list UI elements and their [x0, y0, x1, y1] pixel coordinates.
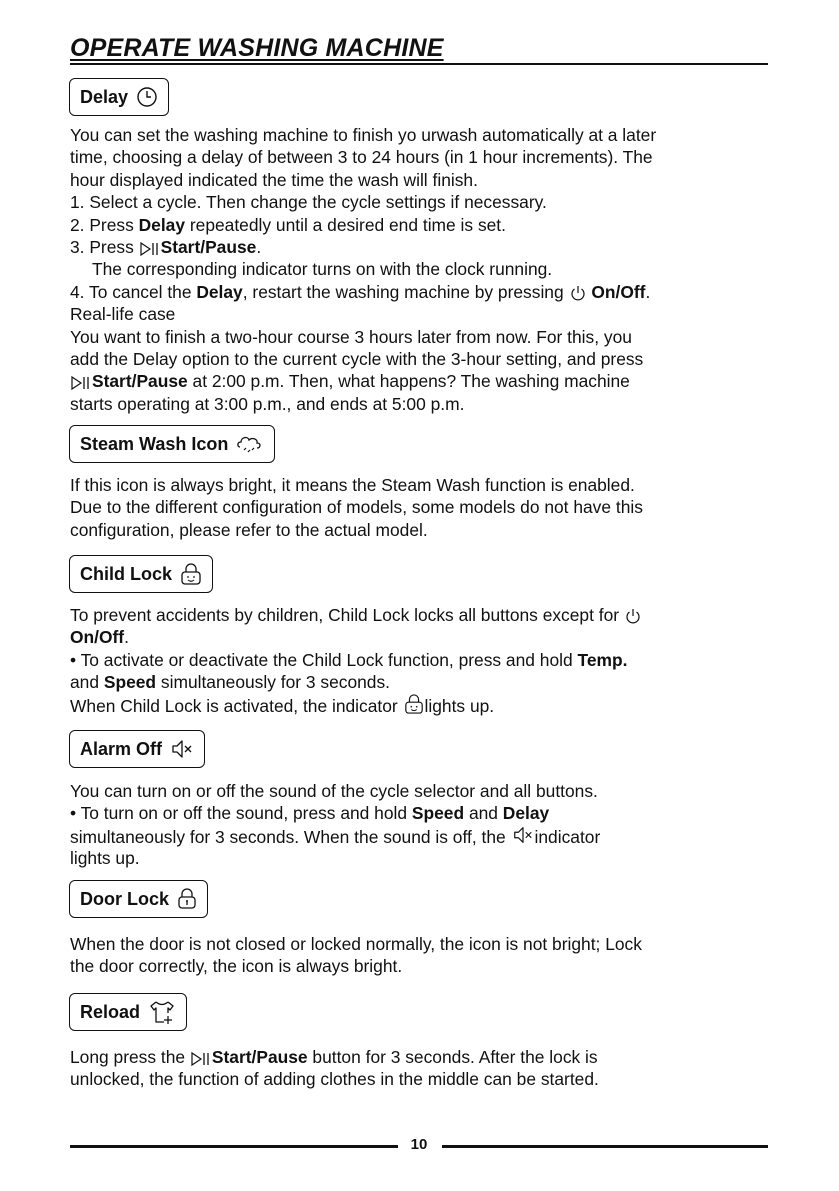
shirt-plus-icon	[148, 998, 176, 1026]
delay-line: You can set the washing machine to finish yo urwash automatically at a later	[70, 125, 657, 145]
delay-line: time, choosing a delay of between 3 to 24 hours (in 1 hour increments). The	[70, 147, 653, 168]
alarm-line: simultaneously for 3 seconds. When the sound is off, the indicator	[70, 824, 770, 846]
page-footer	[70, 1133, 768, 1159]
steam-description	[70, 473, 770, 540]
door-lock-description	[70, 932, 770, 977]
child-lock-heading: Child Lock	[80, 563, 173, 584]
child-lock-line: On/Off.	[70, 627, 129, 648]
footer-rule-right	[442, 1145, 768, 1148]
delay-step-3-note: The corresponding indicator turns on with the clock running.	[92, 259, 553, 280]
child-lock-indicator-icon	[404, 693, 424, 721]
child-lock-line: To prevent accidents by children, Child Lock locks all buttons except for	[70, 603, 770, 625]
power-icon	[625, 606, 641, 630]
case-line: Start/Pause at 2:00 p.m. Then, what happens? The washing machine	[70, 369, 770, 391]
page-number: 10	[410, 1136, 428, 1153]
child-lock-line: When Child Lock is activated, the indicator lights up.	[70, 693, 770, 715]
case-line: add the Delay option to the current cycle with the 3-hour setting, and press	[70, 348, 644, 369]
delay-step-3: 3. Press Start/Pause.	[70, 235, 770, 257]
case-line: You want to finish a two-hour course 3 hours later from now. For this, you	[70, 326, 632, 347]
steam-heading: Steam Wash Icon	[80, 433, 229, 454]
alarm-line: lights up.	[70, 848, 140, 869]
alarm-line: You can turn on or off the sound of the cycle selector and all buttons.	[70, 781, 598, 801]
steam-line: Due to the different configuration of models, some models do not have this	[70, 497, 643, 518]
reload-line: unlocked, the function of adding clothes in the middle can be started.	[70, 1069, 599, 1090]
reload-line: Long press the Start/Pause button for 3 seconds. After the lock is	[70, 1045, 770, 1067]
reload-description	[70, 1045, 770, 1090]
delay-heading: Delay	[80, 86, 129, 107]
child-lock-line: • To activate or deactivate the Child Lock function, press and hold Temp.	[70, 649, 628, 670]
reload-heading-box	[69, 993, 187, 1031]
reload-heading: Reload	[80, 1001, 141, 1022]
door-lock-line: the door correctly, the icon is always bright.	[70, 956, 403, 977]
case-title: Real-life case	[70, 304, 176, 325]
door-lock-heading: Door Lock	[80, 888, 170, 909]
child-lock-heading-box	[69, 555, 213, 593]
delay-step-2: 2. Press Delay repeatedly until a desired end time is set.	[70, 214, 506, 235]
child-lock-line: and Speed simultaneously for 3 seconds.	[70, 672, 390, 693]
door-lock-heading-box	[69, 880, 208, 918]
page-title: OPERATE WASHING MACHINE	[70, 34, 768, 65]
steam-icon	[236, 433, 264, 455]
child-lock-icon	[180, 562, 202, 586]
delay-heading-box	[69, 78, 169, 116]
case-line: starts operating at 3:00 p.m., and ends at 5:00 p.m.	[70, 393, 465, 414]
alarm-description	[70, 779, 770, 869]
clock-icon	[136, 86, 158, 108]
steam-heading-box	[69, 425, 275, 463]
padlock-icon	[177, 888, 197, 910]
child-lock-description	[70, 603, 770, 715]
delay-line: hour displayed indicated the time the wash will finish.	[70, 169, 478, 190]
delay-step-1: 1. Select a cycle. Then change the cycle settings if necessary.	[70, 192, 547, 213]
delay-step-4: 4. To cancel the Delay, restart the washing machine by pressing On/Off.	[70, 280, 770, 302]
steam-line: configuration, please refer to the actual model.	[70, 519, 428, 540]
door-lock-line: When the door is not closed or locked normally, the icon is not bright; Lock	[70, 934, 642, 954]
alarm-heading-box	[69, 730, 205, 768]
alarm-line: • To turn on or off the sound, press and hold Speed and Delay	[70, 803, 550, 824]
mute-icon	[170, 737, 194, 761]
steam-line: If this icon is always bright, it means the Steam Wash function is enabled.	[70, 475, 635, 495]
alarm-heading: Alarm Off	[80, 738, 163, 759]
power-icon	[570, 283, 586, 307]
delay-description	[70, 123, 770, 414]
mute-indicator-icon	[512, 824, 534, 852]
